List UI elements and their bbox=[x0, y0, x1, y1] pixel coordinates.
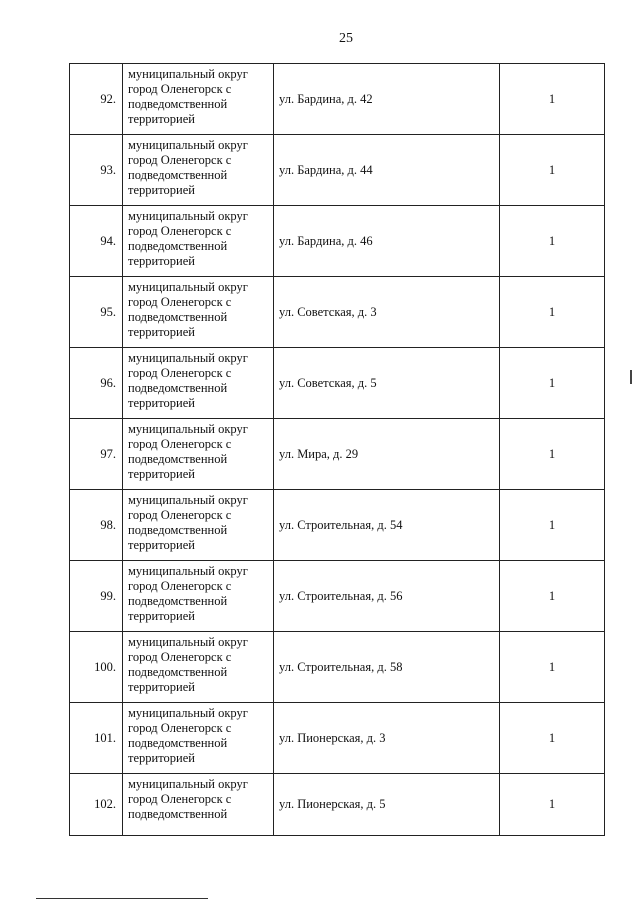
table-row bbox=[70, 632, 605, 703]
table-row bbox=[70, 64, 605, 135]
footnote-separator-line bbox=[36, 898, 208, 899]
table-row bbox=[70, 419, 605, 490]
quantity-cell: 1 bbox=[500, 703, 605, 774]
quantity-cell: 1 bbox=[500, 561, 605, 632]
page-number: 25 bbox=[339, 31, 353, 46]
table-row bbox=[70, 561, 605, 632]
row-number: 100. bbox=[70, 632, 123, 703]
address-cell: ул. Бардина, д. 44 bbox=[274, 135, 500, 206]
address-cell: ул. Строительная, д. 58 bbox=[274, 632, 500, 703]
table-row bbox=[70, 703, 605, 774]
territory-cell: муниципальный округ город Оленегорск с подведомственной территорией bbox=[123, 64, 274, 135]
row-number: 102. bbox=[70, 774, 123, 836]
quantity-cell: 1 bbox=[500, 348, 605, 419]
address-cell: ул. Пионерская, д. 3 bbox=[274, 703, 500, 774]
territory-cell: муниципальный округ город Оленегорск с подведомственной территорией bbox=[123, 419, 274, 490]
address-cell: ул. Пионерская, д. 5 bbox=[274, 774, 500, 836]
row-number: 99. bbox=[70, 561, 123, 632]
quantity-cell: 1 bbox=[500, 206, 605, 277]
quantity-cell: 1 bbox=[500, 135, 605, 206]
address-cell: ул. Бардина, д. 46 bbox=[274, 206, 500, 277]
table-row bbox=[70, 206, 605, 277]
address-cell: ул. Строительная, д. 54 bbox=[274, 490, 500, 561]
territory-cell: муниципальный округ город Оленегорск с подведомственной территорией bbox=[123, 703, 274, 774]
address-cell: ул. Советская, д. 3 bbox=[274, 277, 500, 348]
quantity-cell: 1 bbox=[500, 490, 605, 561]
territory-cell: муниципальный округ город Оленегорск с подведомственной территорией bbox=[123, 490, 274, 561]
row-number: 93. bbox=[70, 135, 123, 206]
row-number: 101. bbox=[70, 703, 123, 774]
quantity-cell: 1 bbox=[500, 774, 605, 836]
territory-cell: муниципальный округ город Оленегорск с подведомственной территорией bbox=[123, 348, 274, 419]
scan-artifact-mark bbox=[630, 370, 632, 384]
row-number: 97. bbox=[70, 419, 123, 490]
territory-cell: муниципальный округ город Оленегорск с подведомственной территорией bbox=[123, 206, 274, 277]
quantity-cell: 1 bbox=[500, 419, 605, 490]
quantity-cell: 1 bbox=[500, 632, 605, 703]
address-cell: ул. Мира, д. 29 bbox=[274, 419, 500, 490]
table-row bbox=[70, 277, 605, 348]
table-row bbox=[70, 774, 605, 836]
territory-cell: муниципальный округ город Оленегорск с подведомственной территорией bbox=[123, 561, 274, 632]
quantity-cell: 1 bbox=[500, 277, 605, 348]
address-cell: ул. Строительная, д. 56 bbox=[274, 561, 500, 632]
row-number: 92. bbox=[70, 64, 123, 135]
territory-cell: муниципальный округ город Оленегорск с подведомственной территорией bbox=[123, 277, 274, 348]
quantity-cell: 1 bbox=[500, 64, 605, 135]
row-number: 96. bbox=[70, 348, 123, 419]
territory-cell: муниципальный округ город Оленегорск с подведомственной территорией bbox=[123, 135, 274, 206]
row-number: 94. bbox=[70, 206, 123, 277]
territory-cell: муниципальный округ город Оленегорск с подведомственной bbox=[123, 774, 274, 836]
row-number: 98. bbox=[70, 490, 123, 561]
table-row bbox=[70, 135, 605, 206]
address-cell: ул. Советская, д. 5 bbox=[274, 348, 500, 419]
table-row bbox=[70, 490, 605, 561]
territory-cell: муниципальный округ город Оленегорск с подведомственной территорией bbox=[123, 632, 274, 703]
table-row bbox=[70, 348, 605, 419]
address-cell: ул. Бардина, д. 42 bbox=[274, 64, 500, 135]
document-table bbox=[69, 63, 605, 836]
row-number: 95. bbox=[70, 277, 123, 348]
